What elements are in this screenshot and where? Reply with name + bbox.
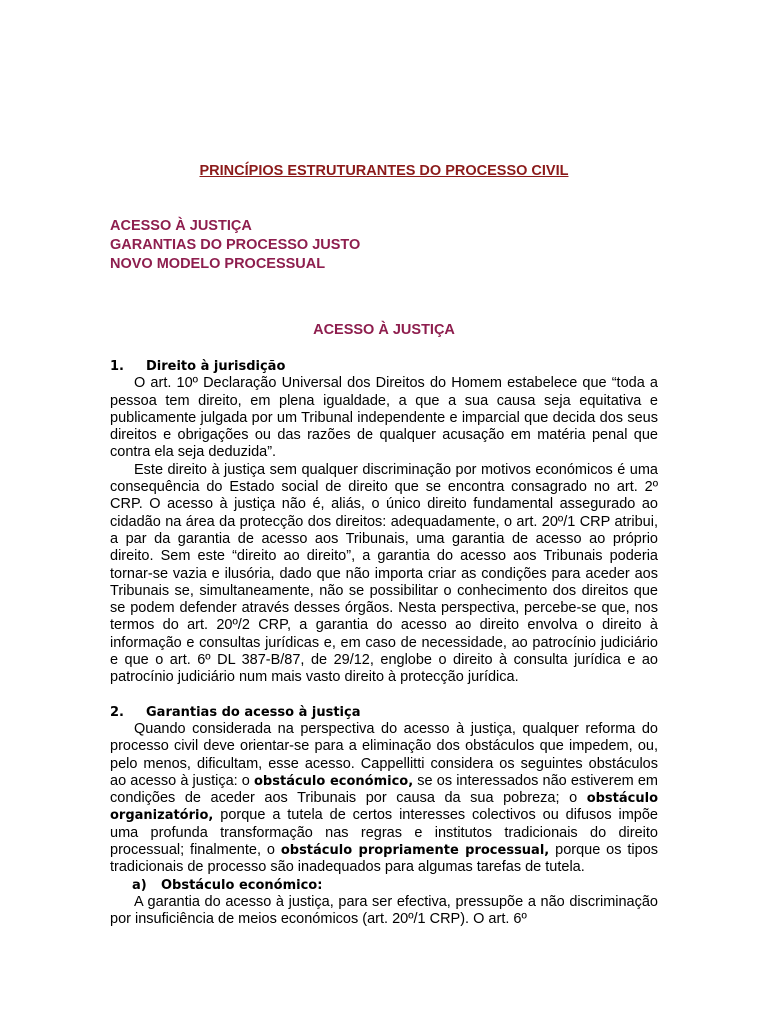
text-run: Quando considerada na perspectiva do acesso à justiça, qualquer reforma do processo civil deve orientar-se para a eliminação dos obstáculos que impedem, ou, pelo menos, dificultam, esse acesso. Cappellitti considera os seguintes obstáculos ao acesso à justiça: o bbox=[110, 720, 658, 789]
document-body bbox=[110, 358, 658, 929]
heading-number: 2. bbox=[110, 704, 124, 720]
subheading-obstaculo-economico bbox=[110, 877, 658, 894]
heading-number: 1. bbox=[110, 359, 124, 374]
bold-term: obstáculo organizatório, bbox=[110, 791, 658, 824]
heading-direito-jurisdicao bbox=[110, 358, 658, 375]
paragraph: Este direito à justiça sem qualquer discriminação por motivos económicos é uma consequência do Estado social de direito que se encontra consagrado no art. 2º CRP. O acesso à justiça não é, aliás, o único direito fundamental assegurado ao cidadão na área da protecção dos direitos: adequadamente, o art. 20º/1 CRP atribui, a par da garantia de acesso aos Tribunais, uma garantia de acesso ao próprio direito. Sem este “direito ao direito”, a garantia do acesso aos Tribunais poderia tornar-se vazia e ilusória, dado que não importa criar as condições para aceder aos Tribunais se, simultaneamente, não se possibilitar o conhecimento dos direitos que se podem defender através desses órgãos. Nesta perspectiva, percebe-se que, nos termos do art. 20º/2 CRP, a garantia do acesso ao direito envolva o direito à informação e consultas jurídicas e, em caso de necessidade, ao patrocínio judiciário e que o art. 6º DL 387-B/87, de 29/12, englobe o direito à consulta jurídica e ao patrocínio judiciário num mais vasto direito à protecção jurídica. bbox=[110, 461, 658, 686]
toc-item-acesso: ACESSO À JUSTIÇA bbox=[110, 218, 252, 234]
text-run: porque os tipos tradicionais de processo são inadequados para algumas tarefas de tutela. bbox=[110, 842, 659, 876]
subheading-number: a) bbox=[132, 877, 147, 893]
document-title: PRINCÍPIOS ESTRUTURANTES DO PROCESSO CIVIL bbox=[199, 163, 569, 179]
paragraph: A garantia do acesso à justiça, para ser efectiva, pressupõe a não discriminação por insuficiência de meios económicos (art. 20º/1 CRP). O art. 6º bbox=[110, 893, 658, 928]
paragraph bbox=[110, 721, 658, 877]
text-run: se os interessados não estiverem em condições de aceder aos Tribunais por causa da sua pobreza; o bbox=[110, 772, 658, 807]
bold-term: obstáculo propriamente processual, bbox=[280, 843, 550, 859]
section-title: ACESSO À JUSTIÇA bbox=[313, 322, 455, 338]
toc-item-novo-modelo: NOVO MODELO PROCESSUAL bbox=[110, 256, 326, 272]
toc-item-garantias: GARANTIAS DO PROCESSO JUSTO bbox=[110, 237, 361, 253]
text-run: porque a tutela de certos interesses colectivos ou difusos impõe uma profunda transformação nas regras e institutos tradicionais do direito processual; finalmente, o bbox=[110, 807, 658, 859]
subheading-text: Obstáculo económico: bbox=[161, 877, 323, 893]
heading-garantias-acesso bbox=[110, 704, 658, 721]
paragraph: O art. 10º Declaração Universal dos Direitos do Homem estabelece que “toda a pessoa tem direito, em plena igualdade, a que a sua causa seja equitativa e publicamente julgada por um Tribunal independente e imparcial que decida dos seus direitos e obrigações ou das razões de qualquer acusação em matéria penal que contra ela seja deduzida”. bbox=[110, 375, 658, 461]
table-of-contents bbox=[110, 217, 360, 274]
bold-term: obstáculo económico, bbox=[254, 773, 414, 789]
heading-text: Direito à jurisdição bbox=[146, 359, 286, 374]
heading-text: Garantias do acesso à justiça bbox=[146, 704, 361, 720]
